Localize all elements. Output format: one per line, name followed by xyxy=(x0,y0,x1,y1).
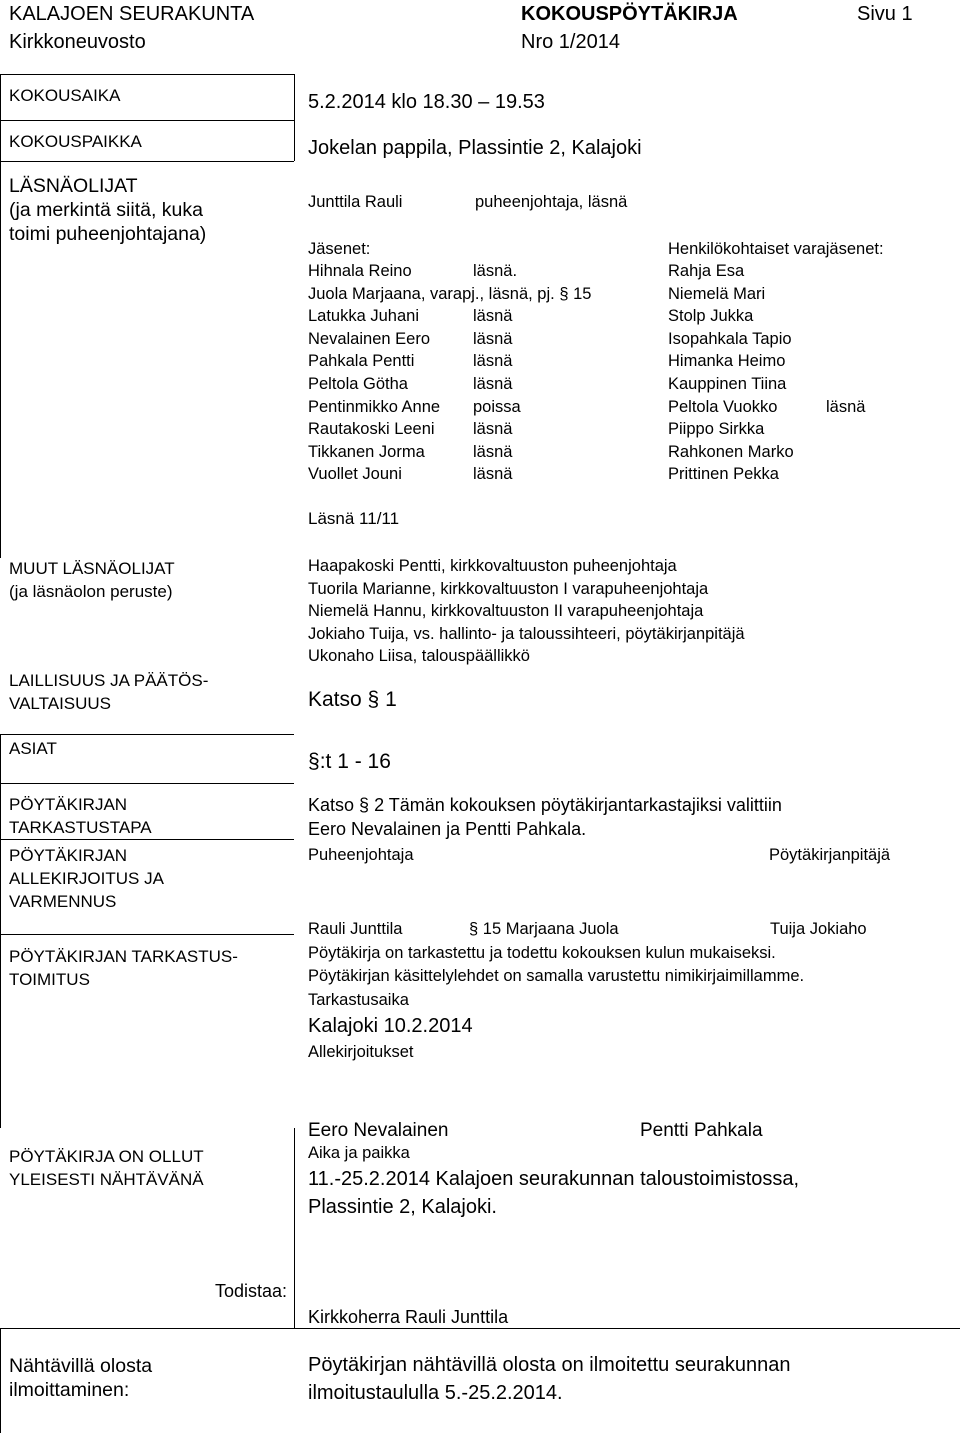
member-status: läsnä xyxy=(473,352,513,371)
chair-name: Junttila Rauli xyxy=(308,193,403,211)
notice-line-2: ilmoitustaululla 5.-25.2.2014. xyxy=(308,1382,563,1404)
check-line-1: Pöytäkirja on tarkastettu ja todettu kokouksen kulun mukaiseksi. xyxy=(308,944,776,962)
table-row xyxy=(308,396,906,419)
substitute-status xyxy=(826,373,906,396)
attendance-summary: Läsnä 11/11 xyxy=(308,509,400,528)
legality-text: Katso xyxy=(308,688,362,711)
label-laillisuus: LAILLISUUS JA PÄÄTÖS- VALTAISUUS xyxy=(9,671,209,713)
document-number: Nro 1/2014 xyxy=(521,31,620,53)
display-line-2: Plassintie 2, Kalajoki. xyxy=(308,1196,497,1218)
board-name: Kirkkoneuvosto xyxy=(9,31,146,53)
label-allekirjoitus: PÖYTÄKIRJAN ALLEKIRJOITUS JA VARMENNUS xyxy=(9,846,164,911)
substitute-status xyxy=(826,350,906,373)
check-line-2: Pöytäkirjan käsittelylehdet on samalla varustettu nimikirjaimillamme. xyxy=(308,967,805,985)
substitute-status xyxy=(826,283,906,306)
table-row xyxy=(308,283,906,306)
list-item: Tuorila Marianne, kirkkovaltuuston I varapuheenjohtaja xyxy=(308,580,709,598)
label-tarkastustapa: PÖYTÄKIRJAN TARKASTUSTAPA xyxy=(9,795,152,837)
list-item: Niemelä Hannu, kirkkovaltuuston II varapuheenjohtaja xyxy=(308,602,704,620)
inspector-2-name: Pentti Pahkala xyxy=(640,1120,763,1141)
member-status: läsnä xyxy=(473,374,513,393)
member-name: Peltola Götha xyxy=(308,374,408,393)
member-status: 15 xyxy=(573,284,592,303)
items-range: :t 1 - 16 xyxy=(319,750,391,773)
member-status: läsnä xyxy=(473,442,513,461)
label-kokousaika: KOKOUSAIKA xyxy=(9,86,121,105)
member-name: Hihnala Reino xyxy=(308,262,412,280)
signature-vice-chair-name: 15 Marjaana Juola xyxy=(482,920,619,938)
label-lasnaolijat: LÄSNÄOLIJAT (ja merkintä siitä, kuka toimi puheenjohtajana) xyxy=(9,175,207,245)
member-name: Nevalainen Eero xyxy=(308,329,430,348)
agenda-items xyxy=(308,750,391,774)
list-item: Jokiaho Tuija, vs. hallinto- ja taloussihteeri, pöytäkirjanpitäjä xyxy=(308,625,745,643)
display-line-1: 11.-25.2.2014 Kalajoen seurakunnan taloustoimistossa, xyxy=(308,1168,800,1190)
list-item: Haapakoski Pentti, kirkkovaltuuston puheenjohtaja xyxy=(308,557,677,575)
label-muut-lasnaolijat: MUUT LÄSNÄOLIJAT (ja läsnäolon peruste) xyxy=(9,559,175,601)
legality-reference xyxy=(308,688,397,712)
label-ilmoittaminen: Nähtävillä olosta ilmoittaminen: xyxy=(9,1355,153,1401)
label-kokouspaikka: KOKOUSPAIKKA xyxy=(9,132,142,151)
check-place-date: Kalajoki 10.2.2014 xyxy=(308,1015,473,1037)
substitute-name: Stolp Jukka xyxy=(668,307,754,326)
inspection-line-2: Eero Nevalainen ja Pentti Pahkala. xyxy=(308,819,587,839)
inspection-line-1: Katso § 2 Tämän kokouksen pöytäkirjantarkastajiksi valittiin xyxy=(308,795,782,815)
label-asiat: ASIAT xyxy=(9,739,57,758)
check-signatures-label: Allekirjoitukset xyxy=(308,1043,414,1061)
substitute-name: Piippo Sirkka xyxy=(668,420,765,439)
label-tarkastustoimitus: PÖYTÄKIRJAN TARKASTUS- TOIMITUS xyxy=(9,947,238,989)
chair-role: puheenjohtaja, läsnä xyxy=(475,193,628,211)
member-name: Tikkanen Jorma xyxy=(308,442,425,461)
member-name: Vuollet Jouni xyxy=(308,465,402,484)
label-todistaa: Todistaa: xyxy=(215,1281,288,1301)
member-name: Pentinmikko Anne xyxy=(308,397,441,416)
substitute-name: Rahkonen Marko xyxy=(668,442,794,461)
certifier-name: Kirkkoherra Rauli Junttila xyxy=(308,1307,509,1327)
list-item: Ukonaho Liisa, talouspäällikkö xyxy=(308,647,530,665)
member-status: läsnä xyxy=(473,329,513,348)
document-title: KOKOUSPÖYTÄKIRJA xyxy=(521,3,738,25)
signature-secretary-name: Tuija Jokiaho xyxy=(770,920,867,938)
section-sign: § xyxy=(559,284,569,303)
inspector-1-name: Eero Nevalainen xyxy=(308,1120,449,1141)
substitute-name: Rahja Esa xyxy=(668,262,745,280)
meeting-time: 5.2.2014 klo 18.30 – 19.53 xyxy=(308,91,545,113)
signature-middle xyxy=(469,920,619,939)
table-row xyxy=(308,463,906,486)
substitute-status xyxy=(826,418,906,441)
check-time-label: Tarkastusaika xyxy=(308,991,409,1009)
table-row xyxy=(308,441,906,464)
page-number: Sivu 1 xyxy=(857,3,913,25)
substitute-name: Himanka Heimo xyxy=(668,352,786,371)
display-label: Aika ja paikka xyxy=(308,1144,410,1162)
table-row xyxy=(308,305,906,328)
substitute-status xyxy=(826,305,906,328)
substitute-name: Isopahkala Tapio xyxy=(668,329,792,348)
signature-chair-name: Rauli Junttila xyxy=(308,920,403,938)
table-row xyxy=(308,350,906,373)
substitute-status xyxy=(826,328,906,351)
label-nahtavana: PÖYTÄKIRJA ON OLLUT YLEISESTI NÄHTÄVÄNÄ xyxy=(9,1147,204,1189)
org-name: KALAJOEN SEURAKUNTA xyxy=(9,3,255,25)
legality-number: 1 xyxy=(385,688,397,711)
table-row xyxy=(308,328,906,351)
table-row xyxy=(308,373,906,396)
table-row xyxy=(308,418,906,441)
member-status: läsnä xyxy=(473,465,513,484)
member-name: Latukka Juhani xyxy=(308,307,419,326)
member-status: läsnä xyxy=(473,307,513,326)
member-status: läsnä xyxy=(473,420,513,439)
table-row xyxy=(308,260,906,283)
substitute-name: Peltola Vuokko xyxy=(668,397,778,416)
substitute-name: Prittinen Pekka xyxy=(668,465,779,484)
member-name: Juola Marjaana, varapj., läsnä, pj. xyxy=(308,284,555,303)
member-status: läsnä. xyxy=(473,262,518,280)
section-sign: § xyxy=(469,920,479,938)
substitute-status xyxy=(826,463,906,486)
substitute-name: Niemelä Mari xyxy=(668,284,766,303)
substitute-status xyxy=(826,441,906,464)
section-sign: § xyxy=(359,795,370,815)
members-table xyxy=(308,260,906,486)
section-sign: § xyxy=(308,750,320,773)
signature-chair-title: Puheenjohtaja xyxy=(308,846,414,864)
meeting-place: Jokelan pappila, Plassintie 2, Kalajoki xyxy=(308,137,642,159)
signature-secretary-title: Pöytäkirjanpitäjä xyxy=(769,846,891,864)
substitutes-header: Henkilökohtaiset varajäsenet: xyxy=(668,240,884,258)
substitute-name: Kauppinen Tiina xyxy=(668,374,787,393)
member-name: Rautakoski Leeni xyxy=(308,420,435,439)
member-status: poissa xyxy=(473,397,521,416)
member-name: Pahkala Pentti xyxy=(308,352,415,371)
section-sign: § xyxy=(367,688,380,711)
notice-line-1: Pöytäkirjan nähtävillä olosta on ilmoitettu seurakunnan xyxy=(308,1354,791,1376)
members-header: Jäsenet: xyxy=(308,240,371,258)
substitute-status xyxy=(826,260,906,283)
substitute-status: läsnä xyxy=(826,397,866,416)
